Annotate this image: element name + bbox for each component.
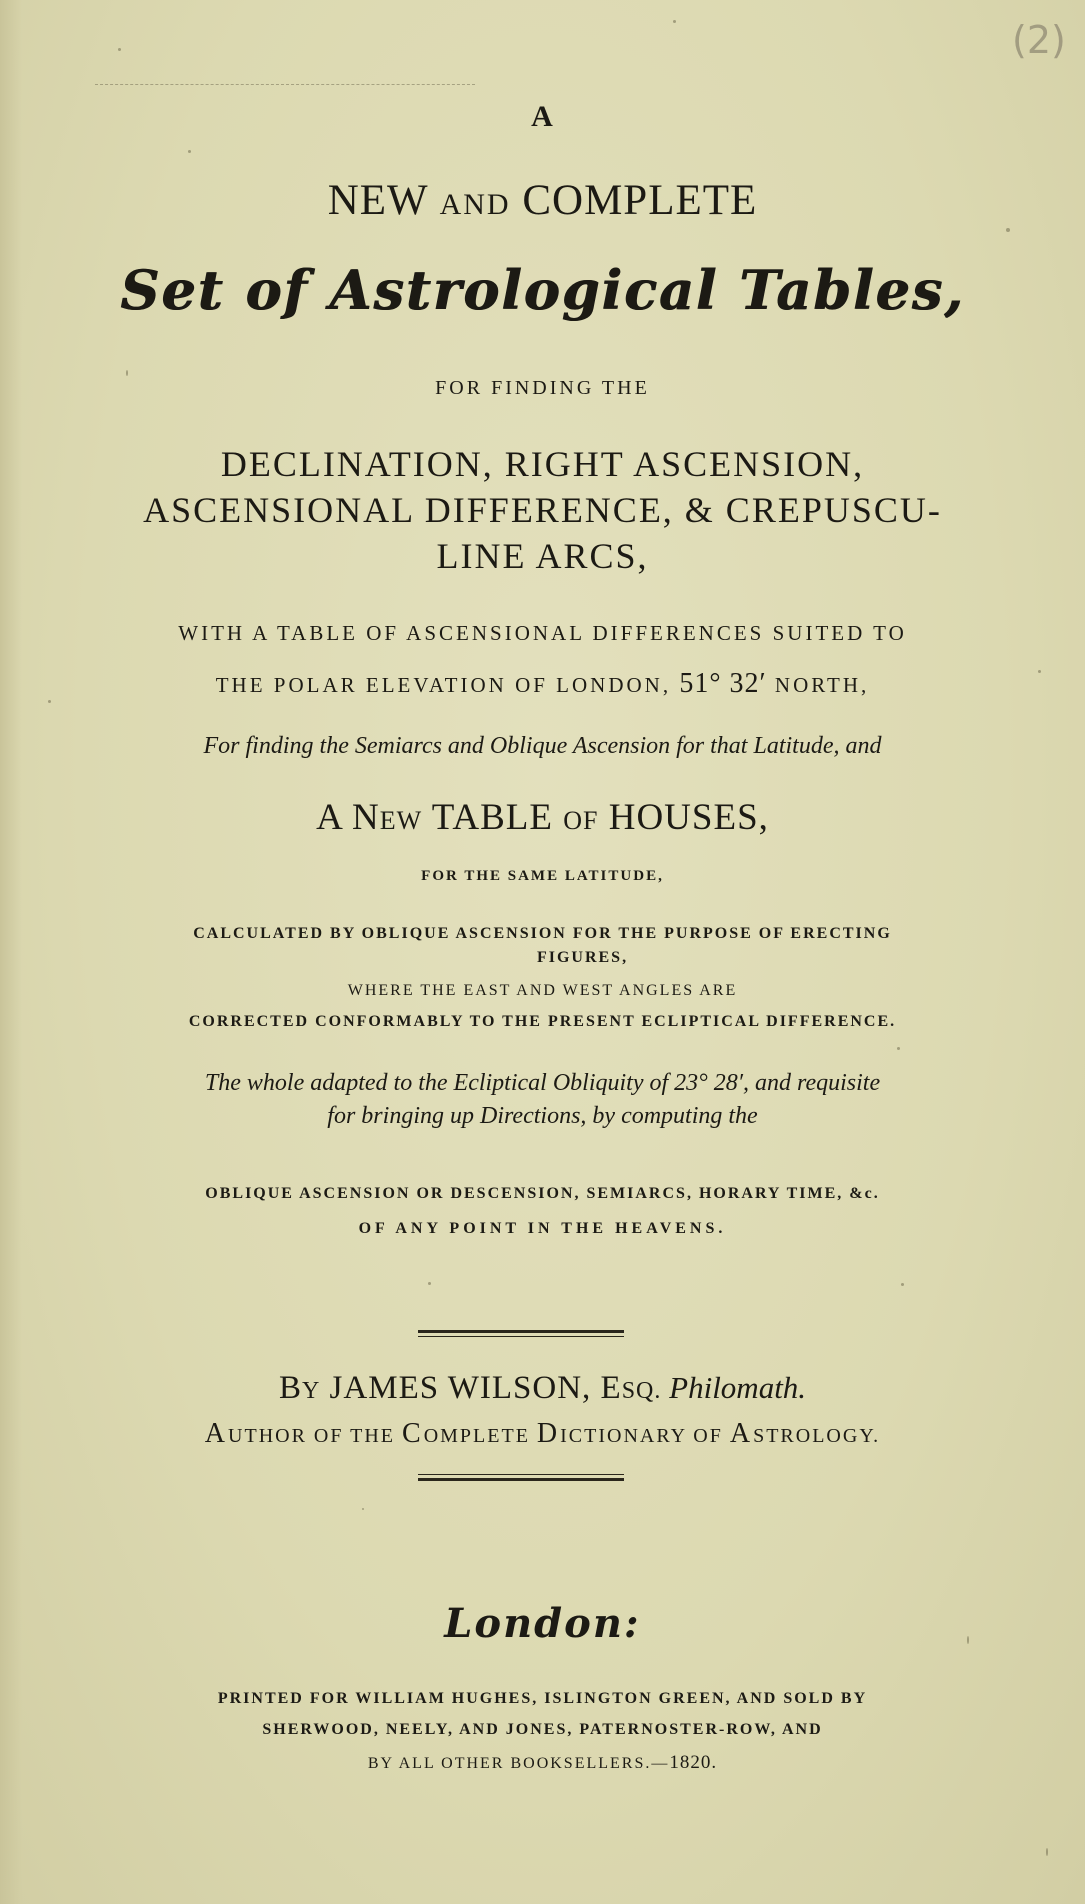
paper-speck — [897, 1047, 900, 1050]
author-byline — [0, 1370, 1085, 1407]
author-c-rest: OMPLETE — [423, 1425, 537, 1447]
title-and: AND — [439, 188, 511, 221]
printed-line-3 — [0, 1752, 1085, 1774]
paper-speck — [428, 1282, 431, 1285]
pencil-page-mark: (2) — [1012, 18, 1066, 62]
same-latitude-line: FOR THE SAME LATITUDE, — [421, 868, 664, 884]
paper-speck — [362, 1508, 364, 1510]
houses-houses: HOUSES, — [598, 797, 769, 838]
paper-speck — [1038, 670, 1041, 673]
rule-thick — [418, 1330, 624, 1333]
author-c-initial: C — [402, 1418, 424, 1449]
title-line-1 — [0, 176, 1085, 225]
author-d-rest: ICTIONARY OF — [560, 1425, 730, 1447]
houses-ew: EW — [379, 806, 423, 835]
rule-thin — [418, 1474, 624, 1475]
by-initial: B — [278, 1370, 302, 1406]
title-complete: COMPLETE — [510, 177, 758, 224]
calculated-line-1: CALCULATED BY OBLIQUE ASCENSION FOR THE PURPOSE OF ERECTING — [193, 925, 892, 942]
esq-rest: SQ. — [621, 1378, 662, 1404]
subject-line-2: ASCENSIONAL DIFFERENCE, & CREPUSCU- — [143, 490, 942, 530]
title-article: A — [531, 100, 554, 133]
houses-line — [0, 796, 1085, 839]
subject-line-3: LINE ARCS, — [436, 536, 649, 576]
paper-speck — [48, 700, 51, 703]
title-new: NEW — [327, 177, 440, 224]
by-rest: Y — [301, 1378, 321, 1404]
houses-a-n: A N — [316, 797, 380, 838]
table-line-2 — [0, 668, 1085, 700]
printed-line-2: SHERWOOD, NEELY, AND JONES, PATERNOSTER-ROW, AND — [262, 1721, 823, 1738]
any-point-line: OF ANY POINT IN THE HEAVENS. — [358, 1220, 727, 1237]
faint-scribble — [95, 84, 475, 97]
philomath: Philomath. — [661, 1370, 807, 1405]
author-name: JAMES WILSON, E — [320, 1370, 622, 1406]
author-d-initial: D — [536, 1418, 561, 1449]
paper-speck — [188, 150, 191, 153]
paper-speck — [118, 48, 121, 51]
london-coordinates: 51° 32′ — [679, 668, 767, 699]
whole-adapted-line-1: The whole adapted to the Ecliptical Obliquity of 23° 28′, and requisite — [204, 1070, 881, 1096]
author-credit-line — [0, 1418, 1085, 1450]
imprint-city: London: — [444, 1600, 641, 1647]
rule-thick — [418, 1478, 624, 1481]
title-blackletter: Set of Astrological Tables, — [120, 258, 965, 322]
paper-speck — [967, 1636, 969, 1644]
for-finding-line: FOR FINDING THE — [435, 377, 650, 399]
oblique-line: OBLIQUE ASCENSION OR DESCENSION, SEMIARCS, HORARY TIME, &c. — [205, 1185, 880, 1202]
double-rule-bottom — [418, 1474, 624, 1481]
paper-speck — [1046, 1848, 1048, 1856]
corrected-line: CORRECTED CONFORMABLY TO THE PRESENT ECLIPTICAL DIFFERENCE. — [188, 1013, 897, 1030]
semiarcs-line: For finding the Semiarcs and Oblique Ascension for that Latitude, and — [203, 733, 882, 759]
table-line-2-text: THE POLAR ELEVATION OF LONDON, — [215, 673, 680, 697]
author-ast-initial: A — [729, 1418, 754, 1449]
publication-year: 1820. — [669, 1752, 718, 1773]
paper-speck — [901, 1283, 904, 1286]
paper-speck — [1006, 228, 1010, 232]
printed-line-3-text: BY ALL OTHER BOOKSELLERS.— — [367, 1755, 670, 1772]
rule-thin — [418, 1336, 624, 1337]
paper-speck — [126, 370, 128, 376]
author-a-rest: UTHOR OF THE — [228, 1425, 402, 1447]
paper-speck — [673, 20, 676, 23]
table-line-1: WITH A TABLE OF ASCENSIONAL DIFFERENCES SUITED TO — [178, 621, 907, 645]
printed-line-1: PRINTED FOR WILLIAM HUGHES, ISLINGTON GREEN, AND SOLD BY — [217, 1690, 868, 1707]
subject-line-1: DECLINATION, RIGHT ASCENSION, — [220, 444, 865, 484]
author-a-initial: A — [204, 1418, 229, 1449]
table-line-2-end: NORTH, — [766, 673, 870, 697]
where-line: WHERE THE EAST AND WEST ANGLES ARE — [347, 982, 738, 999]
double-rule-top — [418, 1330, 624, 1337]
author-ast-rest: STROLOGY. — [753, 1425, 881, 1447]
calculated-line-2: FIGURES, — [536, 949, 629, 966]
houses-table: TABLE — [422, 797, 564, 838]
whole-adapted-line-2: for bringing up Directions, by computing the — [327, 1103, 758, 1129]
houses-of: OF — [563, 806, 599, 835]
